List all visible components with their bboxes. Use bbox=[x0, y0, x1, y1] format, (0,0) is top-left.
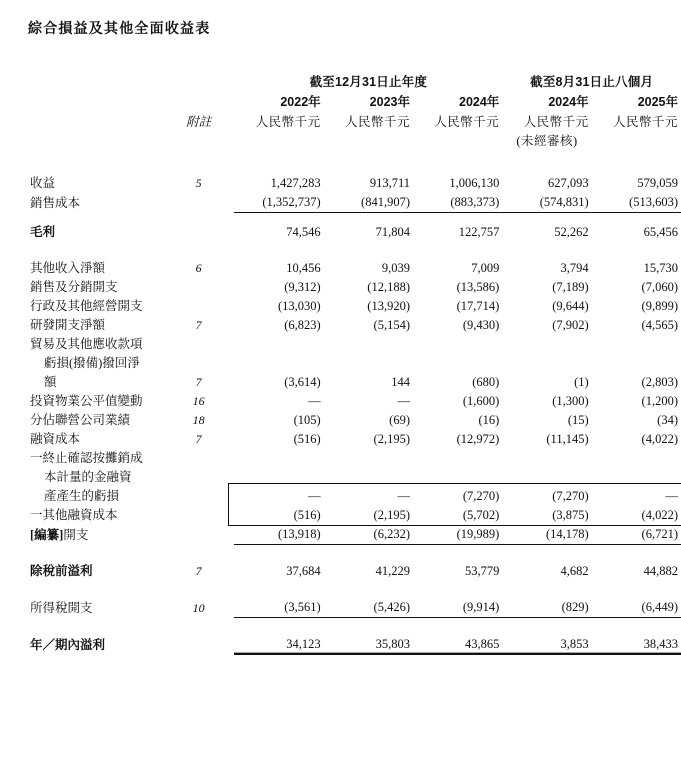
cell-rnd-expenses-2024i: (7,902) bbox=[552, 318, 589, 332]
row-pad-investment-property bbox=[224, 392, 235, 411]
row-note-listing-expenses bbox=[173, 525, 223, 545]
cell-investment-property-2024: (1,600) bbox=[462, 394, 500, 408]
cell-profit-before-tax-2024i: 4,682 bbox=[560, 564, 589, 578]
cell-admin-expenses-2025i: (9,899) bbox=[641, 299, 678, 313]
spacer-before-tax bbox=[0, 581, 681, 598]
cell-derecog-l1-2024i bbox=[502, 449, 591, 468]
cell-admin-expenses-2022: (13,030) bbox=[277, 299, 321, 313]
cell-income-tax-2025i: (6,449) bbox=[592, 598, 681, 618]
header-subnote-2025 bbox=[592, 132, 681, 151]
row-note-rnd-expenses: 7 bbox=[195, 318, 202, 332]
cell-profit-for-period-2024i: 3,853 bbox=[502, 635, 591, 655]
cell-cost-of-sales-2024: (883,373) bbox=[413, 193, 502, 213]
header-subnote-2022 bbox=[234, 132, 323, 151]
cell-derecognition-2024: (7,270) bbox=[462, 489, 500, 503]
row-pad-income-tax bbox=[224, 598, 235, 618]
header-unaudited-label: (未經審核) bbox=[516, 134, 578, 148]
cell-finance-costs-2024: (12,972) bbox=[456, 432, 500, 446]
cell-derecog-l2-2025i bbox=[592, 468, 681, 487]
cell-trade-l1-2025i bbox=[592, 335, 681, 354]
row-label-cost-of-sales: 銷售成本 bbox=[30, 195, 81, 210]
cell-associates-2022: (105) bbox=[293, 413, 321, 427]
header-unit-2024: 人民幣千元 bbox=[434, 115, 500, 129]
header-subnote-pad bbox=[224, 132, 235, 151]
cell-income-tax-2024: (9,914) bbox=[413, 598, 502, 618]
cell-other-finance-costs-2024: (5,702) bbox=[462, 508, 500, 522]
row-label-profit-for-period: 年／期內溢利 bbox=[30, 637, 106, 652]
table-row-gross-profit bbox=[0, 223, 681, 242]
row-label-income-tax: 所得稅開支 bbox=[30, 600, 93, 615]
header-year-2023: 2023年 bbox=[369, 95, 410, 109]
table-row-rnd-expenses bbox=[0, 316, 681, 335]
cell-trade-l2-2023 bbox=[324, 354, 413, 373]
cell-trade-l1-2024i bbox=[502, 335, 591, 354]
header-subnote-row bbox=[0, 132, 681, 151]
header-subnote-note-blank bbox=[173, 132, 223, 151]
cell-gross-profit-2022: 74,546 bbox=[286, 225, 321, 239]
cell-listing-expenses-2022: (13,918) bbox=[234, 525, 323, 545]
row-label-investment-property: 投資物業公平值變動 bbox=[30, 394, 143, 408]
cell-selling-expenses-2024: (13,586) bbox=[456, 280, 500, 294]
cell-other-income-2024i: 3,794 bbox=[560, 261, 589, 275]
table-row-derecognition-line1 bbox=[0, 449, 681, 468]
cell-admin-expenses-2023: (13,920) bbox=[367, 299, 410, 313]
row-pad-trade-l1 bbox=[224, 335, 235, 354]
cell-selling-expenses-2025i: (7,060) bbox=[641, 280, 678, 294]
table-row-other-income bbox=[0, 259, 681, 278]
table-row-cost-of-sales bbox=[0, 193, 681, 213]
row-pad-gross-profit bbox=[224, 223, 235, 242]
row-pad-other-income bbox=[224, 259, 235, 278]
row-label-trade-receivables-l1: 貿易及其他應收款項 bbox=[30, 337, 143, 351]
cell-investment-property-2022: — bbox=[308, 394, 321, 408]
header-group-blank bbox=[0, 72, 173, 92]
header-group-pad bbox=[224, 72, 235, 92]
row-label-trade-receivables-l3: 額 bbox=[44, 375, 57, 389]
cell-revenue-2024i: 627,093 bbox=[548, 176, 589, 190]
cell-listing-expenses-2023: (6,232) bbox=[324, 525, 413, 545]
cell-trade-l2-2024i bbox=[502, 354, 591, 373]
header-group-row bbox=[0, 72, 681, 92]
cell-cost-of-sales-2024i: (574,831) bbox=[502, 193, 591, 213]
cell-profit-for-period-2022: 34,123 bbox=[234, 635, 323, 655]
row-note-trade-receivables-l2 bbox=[173, 354, 223, 373]
row-pad-admin-expenses bbox=[224, 297, 235, 316]
table-row-trade-receivables-line1 bbox=[0, 335, 681, 354]
cell-cost-of-sales-2023: (841,907) bbox=[324, 193, 413, 213]
spacer-after-header bbox=[0, 151, 681, 168]
row-label-gross-profit: 毛利 bbox=[30, 225, 56, 239]
cell-cost-of-sales-2025i: (513,603) bbox=[592, 193, 681, 213]
cell-derecog-l2-2024 bbox=[413, 468, 502, 487]
table-row-other-finance-costs bbox=[0, 506, 681, 525]
cell-finance-costs-2025i: (4,022) bbox=[641, 432, 678, 446]
page-title: 綜合損益及其他全面收益表 bbox=[28, 20, 211, 36]
header-group-months: 截至8月31日止八個月 bbox=[530, 75, 654, 89]
table-row-profit-before-tax bbox=[0, 562, 681, 581]
table-row-profit-for-period bbox=[0, 635, 681, 655]
cell-selling-expenses-2023: (12,188) bbox=[367, 280, 410, 294]
cell-derecog-l1-2024 bbox=[413, 449, 502, 468]
header-group-note-blank bbox=[173, 72, 223, 92]
cell-profit-before-tax-2023: 41,229 bbox=[375, 564, 410, 578]
row-note-associates: 18 bbox=[192, 413, 205, 427]
row-label-selling-expenses: 銷售及分銷開支 bbox=[30, 280, 118, 294]
cell-rnd-expenses-2024: (9,430) bbox=[462, 318, 500, 332]
cell-admin-expenses-2024i: (9,644) bbox=[552, 299, 589, 313]
row-pad-derecog-l1 bbox=[224, 449, 235, 468]
row-label-profit-before-tax: 除稅前溢利 bbox=[30, 564, 93, 578]
header-unit-2024-interim: 人民幣千元 bbox=[523, 115, 589, 129]
header-subnote-2023 bbox=[324, 132, 413, 151]
cell-derecognition-2023: — bbox=[397, 489, 410, 503]
row-note-derecognition-l2 bbox=[173, 468, 223, 487]
table-row-revenue bbox=[0, 174, 681, 193]
cell-profit-for-period-2025i: 38,433 bbox=[592, 635, 681, 655]
cell-revenue-2025i: 579,059 bbox=[637, 176, 678, 190]
header-group-years: 截至12月31日止年度 bbox=[309, 75, 428, 89]
row-note-other-finance-costs bbox=[173, 506, 223, 525]
cell-selling-expenses-2024i: (7,189) bbox=[552, 280, 589, 294]
row-pad-selling-expenses bbox=[224, 278, 235, 297]
cell-listing-expenses-2025i: (6,721) bbox=[592, 525, 681, 545]
row-pad-trade bbox=[224, 373, 235, 392]
listing-expenses-bracket-label: [編纂] bbox=[30, 527, 64, 542]
header-unit-2022: 人民幣千元 bbox=[255, 115, 321, 129]
header-year-2025-interim: 2025年 bbox=[637, 95, 678, 109]
row-label-listing-expenses bbox=[0, 525, 173, 545]
cell-trade-receivables-2024i: (1) bbox=[574, 375, 589, 389]
cell-income-tax-2022: (3,561) bbox=[234, 598, 323, 618]
row-pad-revenue bbox=[224, 174, 235, 193]
header-subnote-2024 bbox=[413, 132, 502, 151]
row-note-derecognition-l1 bbox=[173, 449, 223, 468]
cell-investment-property-2023: — bbox=[397, 394, 410, 408]
spacer-before-net-profit bbox=[0, 618, 681, 636]
row-label-rnd-expenses: 研發開支淨額 bbox=[30, 318, 106, 332]
cell-revenue-2024: 1,006,130 bbox=[449, 176, 500, 190]
row-note-profit-before-tax: 7 bbox=[195, 564, 202, 578]
cell-profit-before-tax-2024: 53,779 bbox=[464, 564, 500, 578]
header-year-pad bbox=[224, 92, 235, 112]
header-year-blank bbox=[0, 92, 173, 112]
row-note-derecognition bbox=[173, 487, 223, 506]
header-year-2024: 2024年 bbox=[459, 95, 500, 109]
row-pad-listing-expenses bbox=[224, 525, 235, 545]
cell-derecog-l1-2025i bbox=[592, 449, 681, 468]
cell-selling-expenses-2022: (9,312) bbox=[284, 280, 321, 294]
row-pad-other-finance-costs bbox=[224, 506, 235, 525]
row-label-derecognition-l1: 一終止確認按攤銷成 bbox=[30, 451, 143, 465]
cell-income-tax-2024i: (829) bbox=[502, 598, 591, 618]
header-year-2022: 2022年 bbox=[280, 95, 321, 109]
spacer-after-gross-profit bbox=[0, 242, 681, 259]
cell-profit-for-period-2024: 43,865 bbox=[413, 635, 502, 655]
cell-gross-profit-2024: 122,757 bbox=[458, 225, 500, 239]
row-note-trade-receivables: 7 bbox=[195, 375, 202, 389]
header-unit-2025-interim: 人民幣千元 bbox=[612, 115, 678, 129]
row-pad-profit-for-period bbox=[224, 635, 235, 655]
cell-other-income-2023: 9,039 bbox=[381, 261, 410, 275]
cell-trade-l1-2022 bbox=[234, 335, 323, 354]
row-note-finance-costs: 7 bbox=[195, 432, 202, 446]
cell-associates-2023: (69) bbox=[389, 413, 410, 427]
cell-trade-l2-2024 bbox=[413, 354, 502, 373]
header-unit-row bbox=[0, 112, 681, 132]
table-row-trade-receivables bbox=[0, 373, 681, 392]
row-pad-profit-before-tax bbox=[224, 562, 235, 581]
row-label-trade-receivables-l2: 虧損(撥備)撥回淨 bbox=[44, 356, 140, 370]
header-subnote-blank bbox=[0, 132, 173, 151]
header-unit-2023: 人民幣千元 bbox=[344, 115, 410, 129]
row-label-derecognition-l3: 產產生的虧損 bbox=[44, 489, 120, 503]
cell-other-income-2025i: 15,730 bbox=[643, 261, 678, 275]
cell-trade-receivables-2022: (3,614) bbox=[284, 375, 321, 389]
cell-trade-l1-2023 bbox=[324, 335, 413, 354]
cell-trade-l1-2024 bbox=[413, 335, 502, 354]
table-row-derecognition bbox=[0, 487, 681, 506]
header-year-note-blank bbox=[173, 92, 223, 112]
row-pad-associates bbox=[224, 411, 235, 430]
cell-trade-receivables-2023: 144 bbox=[391, 375, 410, 389]
header-year-2024-interim: 2024年 bbox=[548, 95, 589, 109]
cell-profit-before-tax-2025i: 44,882 bbox=[643, 564, 678, 578]
table-row-trade-receivables-line2 bbox=[0, 354, 681, 373]
header-note-label: 附註 bbox=[186, 115, 212, 129]
row-note-profit-for-period bbox=[173, 635, 223, 655]
cell-other-finance-costs-2023: (2,195) bbox=[373, 508, 410, 522]
cell-derecog-l1-2022 bbox=[234, 449, 323, 468]
cell-other-income-2022: 10,456 bbox=[286, 261, 321, 275]
row-note-income-tax: 10 bbox=[192, 600, 205, 615]
cell-revenue-2022: 1,427,283 bbox=[270, 176, 321, 190]
row-note-other-income: 6 bbox=[195, 261, 202, 275]
row-label-associates: 分佔聯營公司業績 bbox=[30, 413, 131, 427]
cell-income-tax-2023: (5,426) bbox=[324, 598, 413, 618]
cell-listing-expenses-2024: (19,989) bbox=[413, 525, 502, 545]
spacer-before-gross-profit bbox=[0, 213, 681, 224]
cell-derecog-l2-2022 bbox=[234, 468, 323, 487]
row-label-other-finance-costs: 一其他融資成本 bbox=[30, 508, 118, 522]
cell-profit-for-period-2023: 35,803 bbox=[324, 635, 413, 655]
cell-derecog-l2-2024i bbox=[502, 468, 591, 487]
table-row-investment-property bbox=[0, 392, 681, 411]
cell-derecog-l1-2023 bbox=[324, 449, 413, 468]
cell-investment-property-2025i: (1,200) bbox=[641, 394, 678, 408]
row-pad-derecog-l2 bbox=[224, 468, 235, 487]
income-statement-table bbox=[0, 72, 681, 655]
row-label-other-income: 其他收入淨額 bbox=[30, 261, 106, 275]
row-pad-derecognition bbox=[224, 487, 235, 506]
table-row-associates bbox=[0, 411, 681, 430]
spacer-before-pretax bbox=[0, 545, 681, 563]
cell-rnd-expenses-2025i: (4,565) bbox=[641, 318, 678, 332]
row-label-finance-costs: 融資成本 bbox=[30, 432, 81, 446]
cell-gross-profit-2024i: 52,262 bbox=[554, 225, 589, 239]
cell-gross-profit-2023: 71,804 bbox=[375, 225, 410, 239]
cell-derecog-l2-2023 bbox=[324, 468, 413, 487]
table-row-selling-expenses bbox=[0, 278, 681, 297]
header-year-row bbox=[0, 92, 681, 112]
listing-expenses-suffix-label: 開支 bbox=[63, 527, 89, 542]
cell-associates-2024: (16) bbox=[478, 413, 500, 427]
cell-cost-of-sales-2022: (1,352,737) bbox=[234, 193, 323, 213]
table-row-income-tax bbox=[0, 598, 681, 618]
row-note-selling-expenses bbox=[173, 278, 223, 297]
row-note-cost-of-sales bbox=[173, 193, 223, 213]
row-pad-trade-l2 bbox=[224, 354, 235, 373]
table-row-listing-expenses bbox=[0, 525, 681, 545]
cell-associates-2025i: (34) bbox=[657, 413, 678, 427]
cell-rnd-expenses-2023: (5,154) bbox=[373, 318, 410, 332]
table-row-finance-costs bbox=[0, 430, 681, 449]
cell-finance-costs-2023: (2,195) bbox=[373, 432, 410, 446]
cell-trade-receivables-2024: (680) bbox=[472, 375, 500, 389]
cell-finance-costs-2022: (516) bbox=[293, 432, 321, 446]
header-unit-blank bbox=[0, 112, 173, 132]
cell-admin-expenses-2024: (17,714) bbox=[456, 299, 500, 313]
cell-derecognition-2025i: — bbox=[665, 489, 678, 503]
cell-gross-profit-2025i: 65,456 bbox=[643, 225, 678, 239]
table-row-derecognition-line2 bbox=[0, 468, 681, 487]
header-unit-pad bbox=[224, 112, 235, 132]
row-label-revenue: 收益 bbox=[30, 176, 56, 190]
row-note-revenue: 5 bbox=[195, 176, 202, 190]
table-row-admin-expenses bbox=[0, 297, 681, 316]
row-note-admin-expenses bbox=[173, 297, 223, 316]
cell-other-finance-costs-2024i: (3,875) bbox=[552, 508, 589, 522]
cell-revenue-2023: 913,711 bbox=[369, 176, 410, 190]
row-note-gross-profit bbox=[173, 223, 223, 242]
cell-other-finance-costs-2022: (516) bbox=[293, 508, 321, 522]
row-label-admin-expenses: 行政及其他經營開支 bbox=[30, 299, 143, 313]
row-note-investment-property: 16 bbox=[192, 394, 205, 408]
cell-derecognition-2022: — bbox=[308, 489, 321, 503]
row-pad-finance-costs bbox=[224, 430, 235, 449]
row-pad-rnd-expenses bbox=[224, 316, 235, 335]
cell-trade-receivables-2025i: (2,803) bbox=[641, 375, 678, 389]
cell-derecognition-2024i: (7,270) bbox=[552, 489, 589, 503]
cell-listing-expenses-2024i: (14,178) bbox=[502, 525, 591, 545]
row-label-derecognition-l2: 本計量的金融資 bbox=[44, 470, 132, 484]
cell-finance-costs-2024i: (11,145) bbox=[546, 432, 589, 446]
row-note-trade-receivables-l1 bbox=[173, 335, 223, 354]
cell-profit-before-tax-2022: 37,684 bbox=[286, 564, 321, 578]
cell-trade-l2-2025i bbox=[592, 354, 681, 373]
cell-investment-property-2024i: (1,300) bbox=[552, 394, 589, 408]
row-pad-cost-of-sales bbox=[224, 193, 235, 213]
cell-associates-2024i: (15) bbox=[567, 413, 589, 427]
cell-other-income-2024: 7,009 bbox=[471, 261, 500, 275]
cell-rnd-expenses-2022: (6,823) bbox=[284, 318, 321, 332]
cell-other-finance-costs-2025i: (4,022) bbox=[641, 508, 678, 522]
cell-trade-l2-2022 bbox=[234, 354, 323, 373]
